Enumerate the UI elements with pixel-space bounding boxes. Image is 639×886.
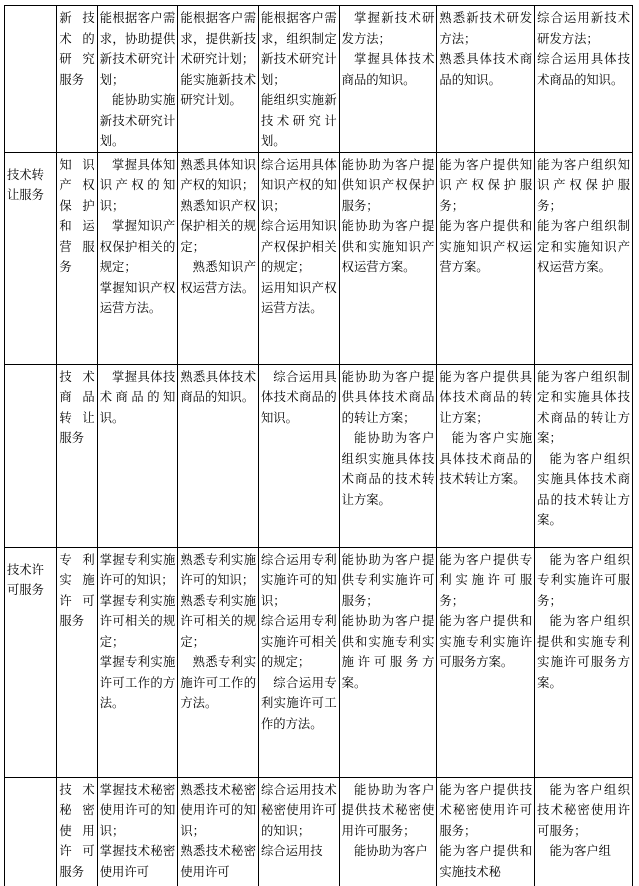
cell-line: 熟悉具体知识产权的知识； <box>180 157 256 192</box>
cell-line: 掌握专利实施许可工作的方法。 <box>99 655 176 710</box>
level-cell <box>178 364 259 547</box>
cell-line: 能为客户组织制定和实施具体技术商品的转让方案； <box>537 369 630 445</box>
cell-line: 能为客户组织实施具体技术商品的技术转让方案。 <box>537 451 630 527</box>
cell-line: 掌握知识产权保护相关的规定； <box>99 219 176 274</box>
level-cell <box>437 6 535 153</box>
category-cell: 技术转让服务 <box>5 152 57 364</box>
category-cell <box>5 6 57 153</box>
cell-line: 能为客户组织制定和实施知识产权运营方案。 <box>537 219 630 274</box>
level-cell <box>259 6 340 153</box>
level-cell <box>535 152 633 364</box>
level-cell <box>178 152 259 364</box>
cell-line: 能为客户提供和实施专利实施许可服务方案。 <box>439 614 533 669</box>
level-cell <box>339 777 437 886</box>
cell-line: 能为客户实施具体技术商品的技术转让方案。 <box>439 431 533 486</box>
cell-line: 能协助为客户提供专利实施许可服务； <box>341 552 435 608</box>
level-cell <box>178 777 259 886</box>
level-cell <box>259 547 340 777</box>
cell-line: 能为客户提供知识产权保护服务； <box>439 157 533 213</box>
level-cell <box>259 777 340 886</box>
cell-line: 能协助为客户提供和实施知识产权运营方案。 <box>341 219 435 274</box>
subcategory-cell: 技术商品转让服务 <box>57 364 97 547</box>
cell-line: 熟悉具体技术商品的知识。 <box>180 369 256 404</box>
cell-line: 熟悉具体技术商品的知识。 <box>439 52 533 87</box>
cell-line: 能协助为客户提供知识产权保护服务； <box>341 157 435 213</box>
table-row <box>5 364 633 547</box>
cell-line: 运用知识产权运营方法。 <box>261 280 337 315</box>
subcategory-cell: 专利实施许可服务 <box>57 547 97 777</box>
cell-line: 掌握具体技术商品的知识。 <box>341 52 435 87</box>
table-row <box>5 152 633 364</box>
level-cell <box>97 364 178 547</box>
level-cell <box>259 364 340 547</box>
cell-line: 熟悉新技术研发方法； <box>439 11 533 46</box>
cell-line: 掌握知识产权运营方法。 <box>99 280 176 315</box>
cell-line: 能为客户组织技术秘密使用许可服务； <box>537 782 630 838</box>
cell-line: 综合运用具体知识产权的知识； <box>261 157 337 213</box>
cell-line: 能为客户提供和实施知识产权运营方案。 <box>439 219 533 274</box>
cell-line: 能协助为客户 <box>353 844 428 858</box>
level-cell <box>339 6 437 153</box>
cell-line: 综合运用技 <box>261 844 323 858</box>
cell-line: 掌握具体知识产权的知识； <box>99 157 176 213</box>
cell-line: 能实施新技术研究计划。 <box>180 72 256 107</box>
subcategory-cell: 新技术的研究服务 <box>57 6 97 153</box>
cell-line: 能协助实施新技术研究计划。 <box>99 93 176 148</box>
level-cell <box>437 364 535 547</box>
level-cell <box>535 364 633 547</box>
category-cell <box>5 777 57 886</box>
cell-line: 熟悉知识产权运营方法。 <box>180 260 256 295</box>
category-cell <box>5 364 57 547</box>
level-cell <box>97 152 178 364</box>
level-cell <box>437 152 535 364</box>
cell-line: 掌握新技术研发方法； <box>341 11 435 46</box>
level-cell <box>178 547 259 777</box>
level-cell <box>259 152 340 364</box>
cell-line: 综合运用专利实施许可相关的规定； <box>261 614 337 669</box>
level-cell <box>437 547 535 777</box>
cell-line: 能为客户提供和实施技术秘 <box>439 844 533 879</box>
cell-line: 能协助为客户提供具体技术商品的转让方案； <box>341 369 435 425</box>
cell-line: 能根据客户需求，组织制定新技术研究计划； <box>261 11 337 87</box>
cell-line: 综合运用专利实施许可的知识； <box>261 552 337 608</box>
cell-line: 能为客户组织知识产权保护服务； <box>537 157 630 213</box>
level-cell <box>437 777 535 886</box>
cell-line: 熟悉专利实施许可相关的规定； <box>180 593 256 649</box>
cell-line: 掌握专利实施许可相关的规定； <box>99 593 176 649</box>
cell-line: 熟悉技术秘密使用许可的知识； <box>180 782 256 838</box>
cell-line: 综合运用新技术研发方法； <box>537 11 630 46</box>
cell-line: 综合运用专利实施许可工作的方法。 <box>261 675 337 731</box>
subcategory-cell: 技术秘密使用许可服务 <box>57 777 97 886</box>
level-cell <box>97 547 178 777</box>
level-cell <box>339 547 437 777</box>
table-row <box>5 547 633 777</box>
cell-line: 熟悉专利实施许可的知识； <box>180 552 256 587</box>
cell-line: 掌握具体技术商品的知识。 <box>99 369 176 425</box>
cell-line: 掌握技术秘密使用许可 <box>99 844 176 879</box>
level-cell <box>535 547 633 777</box>
cell-line: 掌握专利实施许可的知识； <box>99 552 176 587</box>
skills-table <box>4 5 633 886</box>
cell-line: 能协助为客户组织实施具体技术商品的技术转让方案。 <box>341 431 435 507</box>
cell-line: 能协助为客户提供技术秘密使用许可服务； <box>341 782 435 838</box>
cell-line: 能为客户组织提供和实施专利实施许可服务方案。 <box>537 614 630 690</box>
cell-line: 熟悉专利实施许可工作的方法。 <box>180 655 256 710</box>
cell-line: 能组织实施新技术研究计划。 <box>261 93 337 148</box>
table-row <box>5 777 633 886</box>
level-cell <box>97 777 178 886</box>
cell-line: 能根据客户需求，协助提供新技术研究计划； <box>99 11 176 87</box>
skills-table-body <box>5 6 633 886</box>
subcategory-cell: 知识产权保护和运营服务 <box>57 152 97 364</box>
category-cell: 技术许可服务 <box>5 547 57 777</box>
cell-line: 能为客户提供技术秘密使用许可服务； <box>439 782 533 838</box>
level-cell <box>339 152 437 364</box>
level-cell <box>97 6 178 153</box>
table-row <box>5 6 633 153</box>
cell-line: 综合运用知识产权保护相关的规定； <box>261 219 337 274</box>
level-cell <box>339 364 437 547</box>
cell-line: 能根据客户需求，提供新技术研究计划； <box>180 11 256 66</box>
cell-line: 掌握技术秘密使用许可的知识； <box>99 782 176 838</box>
cell-line: 能为客户提供具体技术商品的转让方案； <box>439 369 533 425</box>
cell-line: 能为客户提供专利实施许可服务； <box>439 552 533 608</box>
level-cell <box>535 777 633 886</box>
cell-line: 综合运用具体技术商品的知识。 <box>261 369 337 425</box>
level-cell <box>178 6 259 153</box>
cell-line: 熟悉技术秘密使用许可 <box>180 844 256 879</box>
cell-line: 能协助为客户提供和实施专利实施许可服务方案。 <box>341 614 435 690</box>
cell-line: 综合运用具体技术商品的知识。 <box>537 52 630 87</box>
cell-line: 熟悉知识产权保护相关的规定； <box>180 198 256 254</box>
cell-line: 能为客户组 <box>549 844 611 858</box>
level-cell <box>535 6 633 153</box>
cell-line: 综合运用技术秘密使用许可的知识； <box>261 782 337 838</box>
cell-line: 能为客户组织专利实施许可服务； <box>537 552 630 608</box>
